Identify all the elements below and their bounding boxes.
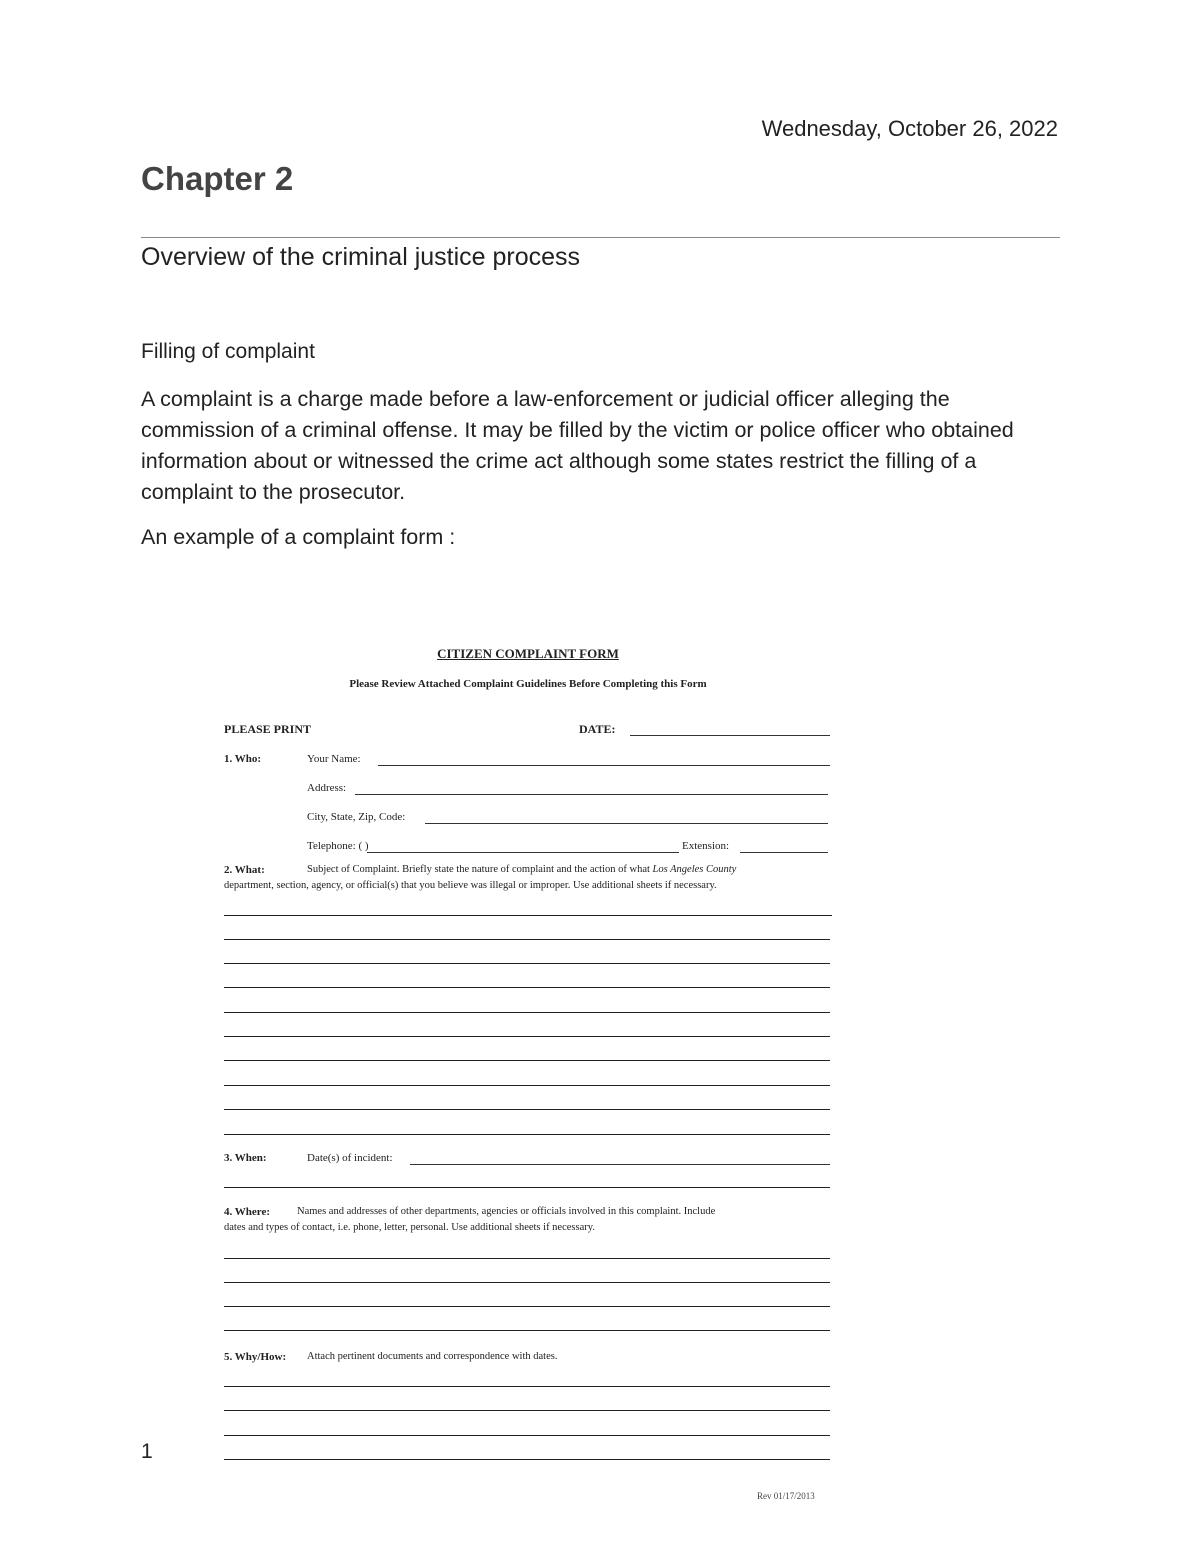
example-label: An example of a complaint form : <box>141 525 456 549</box>
what-text-2: department, section, agency, or official(s) that you believe was illegal or improper. Use additional sheets if necessary. <box>224 880 717 891</box>
why-line <box>224 1386 830 1387</box>
extension-label: Extension: <box>682 840 730 852</box>
where-line <box>224 1282 830 1283</box>
heading-divider <box>141 237 1060 238</box>
what-label: 2. What: <box>224 864 265 876</box>
date-line <box>630 735 830 736</box>
where-line <box>224 1330 830 1331</box>
what-text-1: Subject of Complaint. Briefly state the nature of complaint and the action of what Los Angeles County <box>307 864 737 875</box>
when-line <box>224 1187 830 1188</box>
city-line <box>425 823 828 824</box>
what-line <box>224 1036 830 1037</box>
why-line <box>224 1459 830 1460</box>
what-line <box>224 1109 830 1110</box>
where-label: 4. Where: <box>224 1206 271 1218</box>
revision-note: Rev 01/17/2013 <box>757 1491 815 1501</box>
what-line <box>224 1134 830 1135</box>
where-text-1: Names and addresses of other departments, agencies or officials involved in this complaint. Include <box>297 1206 716 1217</box>
where-text-2: dates and types of contact, i.e. phone, letter, personal. Use additional sheets if necessary. <box>224 1222 595 1233</box>
subheading: Filling of complaint <box>141 340 315 363</box>
city-state-label: City, State, Zip, Code: <box>307 811 406 823</box>
body-paragraph: A complaint is a charge made before a law-enforcement or judicial officer alleging the commission of a criminal offense. It may be filled by the victim or police officer who obtained information about or witnessed the crime act although some states restrict the filling of a complaint to the prosecutor. <box>141 387 1014 504</box>
why-line <box>224 1435 830 1436</box>
where-line <box>224 1258 830 1259</box>
section-title: Overview of the criminal justice process <box>141 243 581 271</box>
page-number: 1 <box>141 1440 153 1463</box>
name-line <box>378 765 830 766</box>
what-line <box>224 915 832 916</box>
document-date: Wednesday, October 26, 2022 <box>761 116 1058 141</box>
form-subtitle: Please Review Attached Complaint Guidelines Before Completing this Form <box>349 678 707 690</box>
form-title: CITIZEN COMPLAINT FORM <box>437 646 619 661</box>
why-label: 5. Why/How: <box>224 1351 287 1363</box>
why-line <box>224 1410 830 1411</box>
what-line <box>224 987 830 988</box>
who-label: 1. Who: <box>224 753 262 765</box>
when-label: 3. When: <box>224 1152 267 1164</box>
address-label: Address: <box>307 782 347 794</box>
telephone-line <box>367 852 679 853</box>
what-line <box>224 1060 830 1061</box>
what-line <box>224 1012 830 1013</box>
what-line <box>224 939 830 940</box>
telephone-label: Telephone: ( ) <box>307 840 369 852</box>
where-line <box>224 1306 830 1307</box>
what-line <box>224 963 830 964</box>
please-print-label: PLEASE PRINT <box>224 722 312 736</box>
when-text: Date(s) of incident: <box>307 1152 393 1164</box>
complaint-form-image <box>222 640 834 1510</box>
your-name-label: Your Name: <box>307 753 361 765</box>
chapter-heading: Chapter 2 <box>141 160 294 197</box>
extension-line <box>740 852 828 853</box>
what-line <box>224 1085 830 1086</box>
why-text: Attach pertinent documents and correspondence with dates. <box>307 1351 558 1362</box>
form-date-label: DATE: <box>579 722 616 736</box>
when-line <box>410 1164 830 1165</box>
address-line <box>355 794 828 795</box>
